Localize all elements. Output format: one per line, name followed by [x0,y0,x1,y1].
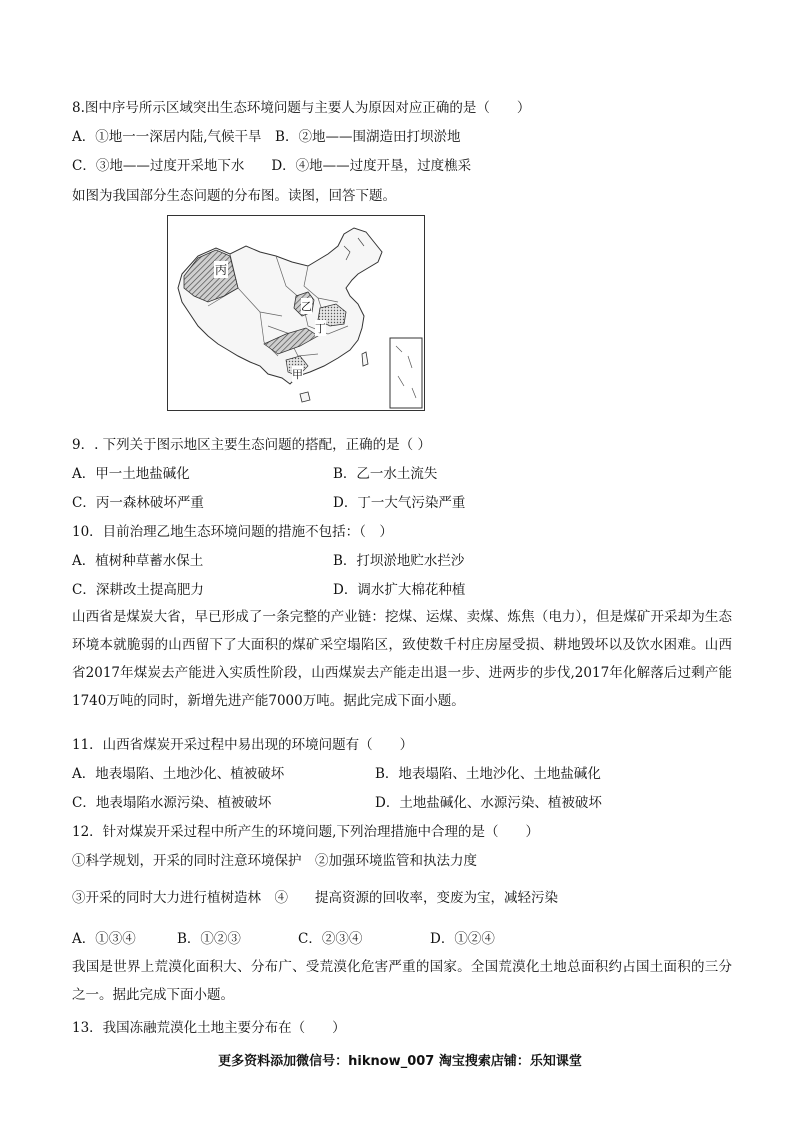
q9-option-d: D．丁一大气污染严重 [333,495,466,511]
q8-options-ab: A．①地一一深居内陆,气候干旱 B．②地——围湖造田打坝淤地 [72,129,461,145]
desert-passage: 我国是世界上荒漠化面积大、分布广、受荒漠化危害严重的国家。全国荒漠化土地总面积约占国土面积的三分之一。据此完成下面小题。 [72,959,732,1003]
q12-option-d: D．①②④ [430,931,495,947]
q11-stem: 11．山西省煤炭开采过程中易出现的环境问题有（ ） [72,737,414,753]
q10-option-a: A．植树种草蓄水保土 [72,553,204,569]
q9-option-b: B．乙一水土流失 [333,466,438,482]
q12-statements-34: ③开采的同时大力进行植树造林 ④ 提高资源的回收率，变废为宝，减轻污染 [72,890,558,906]
q10-option-d: D．调水扩大棉花种植 [333,582,466,598]
q10-option-b: B．打坝淤地贮水拦沙 [333,553,465,569]
footer-contact: 更多资料添加微信号：hiknow_007 淘宝搜索店铺：乐知课堂 [218,1054,582,1069]
q8-stem: 8.图中序号所示区域突出生态环境问题与主要人为原因对应正确的是（ ） [72,100,531,116]
map-label-bing: 丙 [215,263,228,277]
china-ecology-map [167,215,425,411]
q12-stem: 12．针对煤炭开采过程中所产生的环境问题,下列治理措施中合理的是（ ） [72,824,539,840]
q10-stem: 10．目前治理乙地生态环境问题的措施不包括：（ ） [72,524,393,540]
q9-option-c: C．丙一森林破坏严重 [72,495,204,511]
q13-stem: 13．我国冻融荒漠化土地主要分布在（ ） [72,1020,346,1036]
map-label-yi: 乙 [301,300,312,313]
q11-option-c: C．地表塌陷水源污染、植被破坏 [72,795,272,811]
shanxi-passage: 山西省是煤炭大省，早已形成了一条完整的产业链：挖煤、运煤、卖煤、炼焦（电力），但是煤矿开采却为生态环境本就脆弱的山西留下了大面积的煤矿采空塌陷区，致使数千村庄房屋受损、耕地毁坏以及饮水困难。山西省2017年煤炭去产能进入实质性阶段，山西煤炭去产能走出退一步、进两步的步伐,2017年化解落后过剩产能1740万吨的同时，新增先进产能7000万吨。据此完成下面小题。 [72,609,732,709]
map-label-ding: 丁 [315,322,326,335]
q11-option-d: D．土地盐碱化、水源污染、植被破坏 [375,795,602,811]
q11-option-b: B．地表塌陷、土地沙化、土地盐碱化 [375,766,601,782]
map-label-jia: 甲 [292,368,303,381]
q12-statements-12: ①科学规划，开采的同时注意环境保护 ②加强环境监管和执法力度 [72,853,477,869]
q12-option-a: A．①③④ [72,931,136,947]
q12-option-c: C．②③④ [298,931,363,947]
q9-option-a: A．甲一土地盐碱化 [72,466,190,482]
q8-options-cd: C．③地——过度开采地下水 D．④地——过度开垦，过度樵采 [72,158,472,174]
q11-option-a: A．地表塌陷、土地沙化、植被破坏 [72,766,285,782]
q9-stem: 9．. 下列关于图示地区主要生态问题的搭配，正确的是（ ） [72,437,431,453]
q10-option-c: C．深耕改土提高肥力 [72,582,204,598]
map-intro: 如图为我国部分生态问题的分布图。读图，回答下题。 [72,188,396,204]
q12-option-b: B．①②③ [177,931,241,947]
